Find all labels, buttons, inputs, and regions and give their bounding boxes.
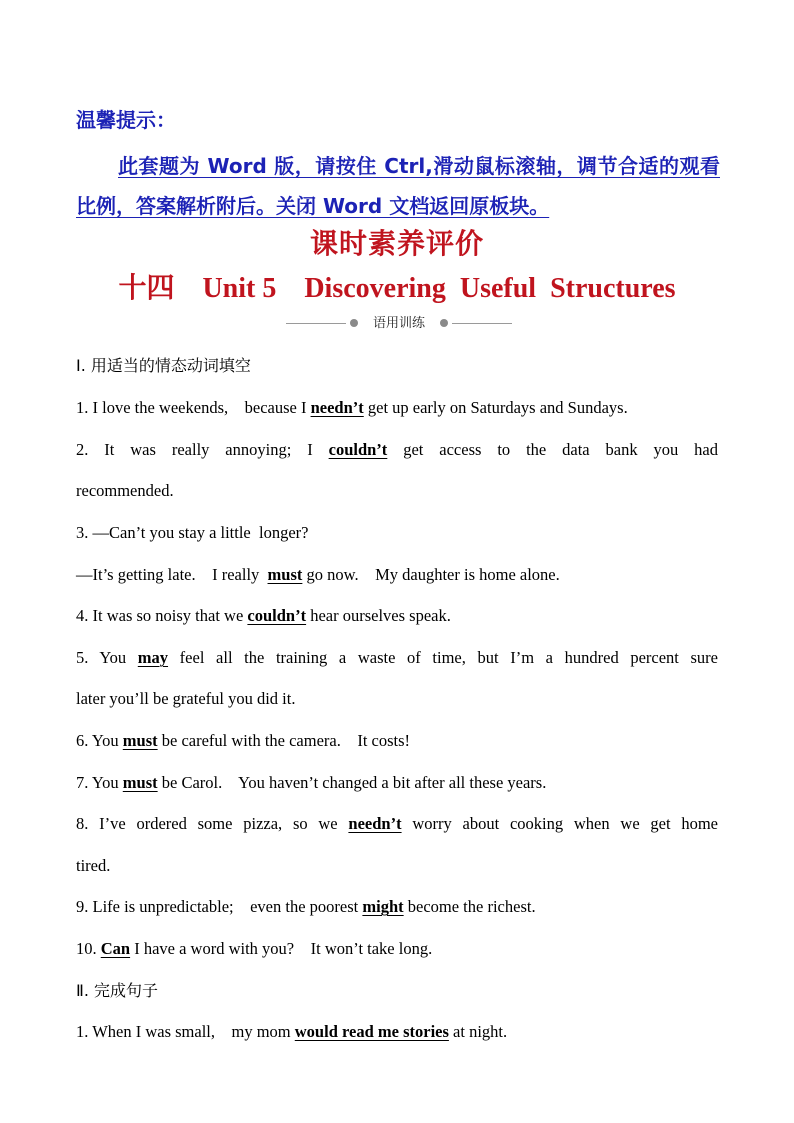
question-3-line1: 3. —Can’t you stay a little longer?: [76, 523, 309, 542]
question-text: hear ourselves speak.: [306, 606, 451, 625]
answer: needn’t: [348, 814, 402, 833]
answer: might: [362, 897, 404, 916]
question-text: become the richest.: [403, 897, 536, 916]
question-6: [76, 731, 718, 751]
question-3-line2: [76, 565, 718, 585]
divider-dot-right: [440, 319, 448, 327]
answer: must: [267, 565, 303, 584]
question-8: [76, 814, 718, 834]
question-5: [76, 648, 718, 668]
divider-dot-left: [350, 319, 358, 327]
question-text: 8. I’ve ordered some pizza, so we: [76, 814, 349, 833]
divider-line-right: [452, 323, 512, 324]
question-text: 5. You: [76, 648, 138, 667]
question-text: 4. It was so noisy that we: [76, 606, 248, 625]
question-4: [76, 606, 718, 626]
question-text: get access to the data bank you had: [387, 440, 718, 459]
question-text: 1. When I was small, my mom: [76, 1022, 295, 1041]
question-text: feel all the training a waste of time, but I’m a hundred percent sure: [168, 648, 719, 667]
question-text: 6. You: [76, 731, 123, 750]
answer: must: [122, 731, 158, 750]
question-8-cont: tired.: [76, 856, 111, 875]
sentence-1: [76, 1022, 718, 1042]
question-text: go now. My daughter is home alone.: [302, 565, 560, 584]
question-text: 1. I love the weekends, because I: [76, 398, 311, 417]
tip-text: 此套题为 Word 版，请按住 Ctrl,滑动鼠标滚轴，调节合适的观看比例，答案解析附后。关闭 Word 文档返回原板块。: [76, 154, 720, 218]
question-text: 10.: [76, 939, 101, 958]
question-text: be careful with the camera. It costs!: [157, 731, 411, 750]
answer: couldn’t: [328, 440, 388, 459]
section2-heading: Ⅱ. 完成句子: [76, 981, 159, 1000]
question-text: 2. It was really annoying; I: [76, 440, 329, 459]
divider-label: 语用训练: [372, 316, 425, 331]
question-2: [76, 440, 718, 460]
tip-body: [76, 146, 720, 226]
page-subtitle: 十四 Unit 5 Discovering Useful Structures: [118, 273, 676, 304]
question-text: 7. You: [76, 773, 123, 792]
question-text: 9. Life is unpredictable; even the poorest: [76, 897, 363, 916]
answer: would read me stories: [294, 1022, 449, 1041]
answer: couldn’t: [247, 606, 307, 625]
question-2-cont: recommended.: [76, 481, 174, 500]
question-7: [76, 773, 718, 793]
question-10: [76, 939, 718, 959]
question-text: at night.: [448, 1022, 508, 1041]
tip-label: 温馨提示：: [76, 108, 176, 132]
question-text: —It’s getting late. I really: [76, 565, 268, 584]
question-1: [76, 398, 718, 418]
question-text: be Carol. You haven’t changed a bit after all these years.: [157, 773, 547, 792]
question-text: worry about cooking when we get home: [401, 814, 718, 833]
question-text: get up early on Saturdays and Sundays.: [363, 398, 628, 417]
question-5-cont: later you’ll be grateful you did it.: [76, 689, 296, 708]
divider-line-left: [286, 323, 346, 324]
answer: must: [122, 773, 158, 792]
answer: needn’t: [310, 398, 364, 417]
section1-heading: Ⅰ. 用适当的情态动词填空: [76, 356, 251, 375]
question-text: I have a word with you? It won’t take long.: [130, 939, 433, 958]
answer: may: [137, 648, 169, 667]
question-9: [76, 897, 718, 917]
section-divider: [286, 314, 512, 334]
page-title: 课时素养评价: [309, 227, 484, 260]
answer: Can: [100, 939, 131, 958]
